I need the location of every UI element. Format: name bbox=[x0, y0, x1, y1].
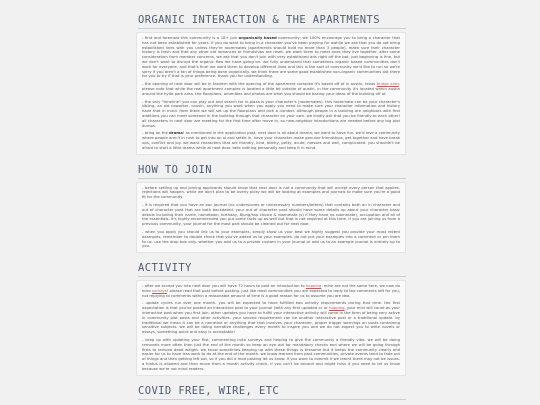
paragraph: - it is required that you have an ooc journal (no underscores or unnecessary numbers/letters) that contains both an in character and out of character post that are both backdated. your out of character post should have some details up about your character basic details including their name, hometown, birthday, 8jung/hsp choice & roommate (s) if they have no roommate), occupation and all of the essentials. it's highly recommended you put some facts up as well but that is not required at this time. if you are joining us from a previous community, your journal for the most part should be cleaned out for next door. bbox=[142, 201, 400, 227]
paragraph: - before setting up and joining applicants should know that next door is not a community that will accept every person that applies. rejections will happen. while we don't plan to be overly picky we will be looking at examples and journals to make sure you're a good fit for the community. bbox=[142, 184, 400, 200]
rules-page bbox=[136, 14, 406, 403]
bold-text: organically based bbox=[238, 35, 277, 40]
paragraph: - the opening of next door will be in tandem with the opening of the apartment complex it's based off of in austin, texas bridge alley. please note that while the real apartment complex is located a little bit outside of austin, in the community it's located within austin around the hyde park area. the floorplans, amenities and photos are what you should be basing your ideas of the building off of. bbox=[142, 81, 400, 96]
paragraph: - when you apply you should link us to your examples, simply show us your best we highly suggest you provide your most recent examples, remember to double check that you've added us to your examples. do not put your examples into a comment or pm them to us. use the drop box only. whether you add us to a private custom in your journal or add us to an example journal is entirely up to you. bbox=[142, 228, 400, 249]
bridge-alley-link[interactable]: bridge alley bbox=[376, 81, 399, 87]
hopping-link[interactable]: hopping bbox=[305, 283, 322, 289]
paragraph: - bring on the drama! as mentioned in the application post, next door is all about drama. we want to have fun. we'd love a community where people aren't in rush to get into an ol and settle in. have your character make genuine friendships, get together and have break ups, conflict and joy. we want characters that are friendly, kind, bitchy, petty, acute, messes and well, complicated. you shouldn't be afraid to start a little drama while at next door. take nothing personally and keep it in mind. bbox=[142, 130, 400, 150]
section-box-how-to-join bbox=[136, 182, 406, 254]
paragraph: - the only "timeline" you can play out and search for in-plaza is your character's (roommates). this roommate can be your character's sibling, an old coworker, cousin, anything you want when you apply you need to make sure your character information and history have that in mind. from there we will set up the floorplans and pick a number. although people in a building are neighbors with first additions you can meet someone in the building through that character on your own. we kindly ask that you be friendly to each other! all characters in next door are meeting for the first time after move in, so new-neighbor introductions are needed before any big plot dumps. bbox=[142, 98, 400, 128]
hopping-link[interactable]: hopping bbox=[329, 305, 345, 311]
section-box-organic bbox=[136, 32, 406, 155]
section-heading-activity: ACTIVITY bbox=[138, 262, 406, 277]
bold-text: drama bbox=[169, 130, 183, 136]
paragraph: - update cycles run over one month. you will be expected to have fulfilled two activity requirements during that time. the first expectation is that you've posted an interactive post to your journal (with any first updated cc or hopping, your mini will count as your interactive post when you first join. other updates you have to fulfill your interactive activity will come in the form of being very active in community plot posts and other activities. your second requirement can be another interactive post or a traditional update. by traditional we mean it can be a narrative or anything that that involves your character, proper trigger warnings on posts containing sensitive subjects. we will be doing narrative challenges every month to inspire you and we do not expect you to write novels or essays, something quick and easy is acceptable! bbox=[142, 300, 400, 335]
section-heading-how-to-join: HOW TO JOIN bbox=[138, 164, 406, 179]
surveys-link[interactable]: surveys bbox=[152, 287, 167, 293]
section-box-activity bbox=[136, 280, 406, 376]
paragraph: - first and foremost this community is a 18+ join organically based community; we 100% encourage you to bring a character that has not been established for years. if you do want to bring in a character you've been playing for awhile we ask that you do not bring established lines with you unless they're roommates (apartments should hold no more than 3 people). make sure their character history is fresh and that any other old romances or friendships are reset. we want them to meet ones they live together. after some consideration from member concerns, we ask that you don't join with very established ads right off the bat, just beginning is fine, but we don't want to disrupt the organic flow we have going on. we fully understand that sometimes organic based communities don't work for everyone, and that's fine! we want them to develop different lives and this is the sort of community we'd like to run so we're sorry if you aren't a fan of things being done organically. we think there are some good established non-organic communities out there for you to try if that is your preference. thank you for understanding. bbox=[142, 35, 400, 79]
section-heading-organic: ORGANIC INTERACTION & THE APARTMENTS bbox=[138, 14, 406, 29]
paragraph: - keep up with updating your flist, commenting in/to surveys and helping to give the community a friendly vibe. we will be doing removals more often than just the end of the month so keep an eye out for mandatory checks and where we will be going through flists to remove dead weight. we know sometimes keeping up with these things is tiresome but it keeps the community clearly and easier for us to have less work to do at the end of the month. we know learned from past communities, private events tend to fade out of things and then getting left out, so if you did a mod posting let us know. if you want to commit if we learnt there may not be issues. a hiatus is allowed and then move from a month activity check. if you can't be around and might miss it you need to let us know because we're not mind readers. bbox=[142, 337, 400, 371]
paragraph: - after we accept you into next door you will have 72 hours to post an introduction to hopping. mine are not the same here, we now do intro surveys! please read that post before posting. just like most communities you are expected to reply to the comments left for you, not replying to comments within a reasonable amount of time is a good reason for us to assume you are dea. bbox=[142, 283, 400, 298]
section-heading-covid: COVID FREE, WIRE, ETC bbox=[138, 385, 406, 400]
